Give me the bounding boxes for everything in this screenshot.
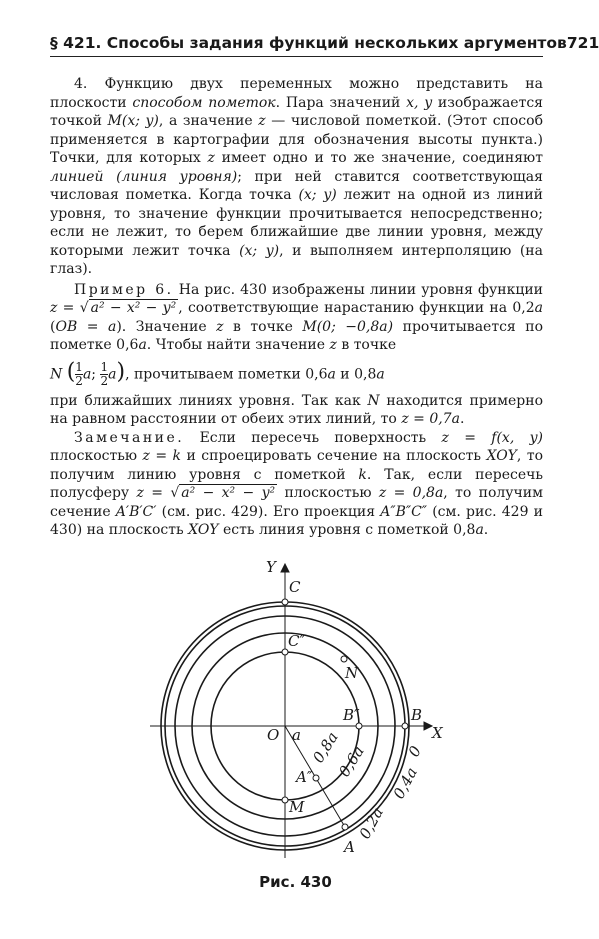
example-text: ). Значение [116, 318, 217, 335]
example-text: , прочитываем пометки 0,6 [125, 366, 328, 382]
p4-text: имеет одно и то же значение, соединяют [214, 150, 543, 166]
frac-num: 1 [100, 359, 109, 374]
label-a2: A″ [296, 768, 313, 786]
point-a2 [313, 775, 319, 781]
example-math: OB = a [55, 318, 117, 335]
point-n-line: N ( $\frac{1}{2}$ a; $\frac{1}{2}$ a), прочитываем пометки 0,6a и 0,8a [50, 359, 385, 388]
label-b2: B″ [343, 706, 360, 724]
remark-math: A″B″C″ [380, 503, 428, 520]
example-label: Пример 6. [74, 281, 174, 298]
point-m [282, 797, 288, 803]
p4-math: M(x; y) [107, 113, 159, 129]
example-text: На рис. 430 изображены линии уровня функции [173, 281, 543, 298]
example-text: . Чтобы найти значение [146, 337, 330, 353]
level-lines-figure [0, 560, 591, 880]
level-label-0-4a: 0,4a [389, 764, 421, 802]
remark-text: (см. рис. 429 и 430) на плоскость [50, 503, 543, 538]
remark-math: k [358, 466, 367, 483]
p4-text: , и выполняем интерполяцию (на глаз). [50, 242, 543, 277]
p4-math: z [207, 150, 215, 166]
remark-text: , то получим сечение [50, 485, 543, 520]
paragraph-4 [50, 75, 543, 279]
p4-term: линией (линия уровня) [50, 168, 238, 185]
label-a: A [344, 838, 355, 856]
point-n [341, 656, 347, 662]
remark-math: A′B′C′ [115, 503, 157, 520]
x-axis-arrow [424, 722, 432, 730]
p4-math: (x; y) [298, 187, 337, 203]
remark: Замечание. Если пересечь поверхность z = f(x, y) плоскостью z = k и спроецировать сечение на плоскость XOY, то получим линию уровня с пометкой k. Так, если пересечь полусферу z = √ a² − x² − y² плоскостью z = 0,8a, то получим сечение A′B′C′ (см. рис. 429). Его проекция A″B″C″ (см. рис. 429 и 430) на плоскость XOY есть линия уровня с пометкой 0,8a. [50, 429, 544, 538]
example-math: a [327, 366, 336, 382]
example-text: при ближайших линиях уровня. Так как [50, 392, 368, 409]
formula-radicand: a² − x² − y² [90, 300, 177, 316]
frac-var: a [82, 366, 92, 382]
remark-text: (см. рис. 429). Его проекция [156, 503, 381, 520]
formula: z = [136, 485, 171, 501]
label-b: B [411, 706, 423, 724]
label-c: C [289, 578, 301, 596]
example-math: N [367, 392, 380, 409]
remark-math: a [475, 522, 484, 538]
example-text: ( [50, 318, 56, 335]
example-math: z = 0,7a [401, 411, 460, 427]
page-number: 721 [566, 34, 599, 52]
remark-text: плоскостью [277, 485, 379, 501]
remark-text: , то получим линию уровня с пометкой [50, 448, 544, 483]
remark-text: . Так, если пересечь полусферу [50, 466, 543, 501]
remark-math: z = k [142, 448, 182, 464]
p4-text: ; при ней ставится соответствующая числовая пометка. Когда точка [50, 168, 543, 203]
remark-text: плоскостью [50, 448, 143, 464]
body-text [50, 75, 543, 540]
level-label-0-6a: 0,6a [335, 742, 368, 781]
example-text: , соответствующие нарастанию функции на 0,2 [178, 300, 535, 316]
formula-radicand: a² − x² − y² [181, 485, 276, 501]
running-header [50, 34, 599, 57]
remark-label: Замечание. [74, 429, 185, 446]
label-radius: a [292, 726, 301, 744]
example-text: находится примерно на равном расстоянии от обеих этих линий, то [50, 392, 544, 427]
example-math: a [138, 337, 147, 353]
level-label-0-8a: 0,8a [309, 728, 342, 767]
figure-caption: Рис. 430 [259, 873, 332, 891]
remark-text: . [483, 522, 489, 538]
p4-text: изображается точкой [50, 94, 543, 129]
p4-text: — числовой пометкой. (Этот способ применяется в картографии для обозначения высоты пункта.) Точки, для которых [50, 113, 544, 166]
fraction [75, 361, 83, 388]
level-label-0: 0 [404, 742, 426, 760]
label-c2: C″ [288, 632, 306, 650]
label-m: M [289, 798, 305, 816]
fraction [100, 361, 108, 388]
example-text: . [459, 411, 465, 427]
point-c [282, 599, 288, 605]
example-text: в точке [336, 337, 397, 353]
remark-math: z = 0,8a [378, 485, 444, 501]
p4-math: x, y [406, 94, 433, 111]
label-x-axis: X [432, 724, 443, 742]
p4-text: . Пара значений [275, 94, 407, 111]
example-6: Пример 6. На рис. 430 изображены линии уровня функции z = √ a² − x² − y² , соответствующие нарастанию функции на 0,2a (OB = a). Значение z в точке M(0; −0,8a) прочитывается по пометке 0,6a. Чтобы найти значение z в точке N ( $\frac{1}{2}$ a; $\frac{1}{2}$ a), прочитываем пометки 0,6a и 0,8a при ближайших линиях уровня. Так как N находится примерно на равном расстоянии от обеих этих линий, то z = 0,7a. [50, 281, 544, 427]
p4-term: способом пометок [132, 94, 276, 111]
remark-math: XOY [486, 448, 517, 464]
point-n: N [50, 366, 63, 382]
example-math: M(0; −0,8a) [302, 318, 394, 335]
frac-num: 1 [75, 359, 83, 374]
example-math: a [376, 366, 385, 382]
example-math: z [329, 337, 337, 353]
p4-text: 4. Функцию двух переменных можно представить на плоскости [50, 76, 543, 111]
remark-text: и спроецировать сечение на плоскость [181, 448, 487, 464]
header-title: § 421. Способы задания функций нескольких аргументов [50, 34, 567, 52]
example-text: и 0,8 [335, 366, 377, 382]
frac-den: 2 [100, 373, 109, 388]
formula: z = [50, 300, 80, 316]
frac-den: 2 [75, 373, 83, 388]
p4-math: z [258, 113, 266, 129]
remark-math: z = f(x, y) [441, 429, 543, 446]
p4-text: лежит на одной из линий уровня, то значение функции прочитывается непосредственно; если не лежит, то берем ближайшие две линии уровня, между которыми лежит точка [50, 187, 543, 259]
y-axis-arrow [281, 564, 289, 572]
example-text: прочитывается по пометке 0,6 [50, 318, 543, 353]
remark-text: есть линия уровня с пометкой 0,8 [218, 522, 476, 538]
frac-var: a [108, 366, 117, 382]
point-b [402, 723, 408, 729]
example-math: z [216, 318, 224, 335]
label-n: N [345, 664, 359, 682]
label-origin: O [267, 726, 280, 744]
remark-math: XOY [188, 522, 219, 538]
example-math: a [534, 300, 543, 316]
remark-text: Если пересечь поверхность [184, 429, 442, 446]
level-label-0-2a: 0,2a [355, 804, 387, 842]
point-a [342, 824, 348, 830]
label-y-axis: Y [266, 558, 276, 576]
example-text: в точке [223, 318, 303, 335]
p4-text: , а значение [158, 113, 259, 129]
p4-math: (x; y) [239, 242, 280, 259]
